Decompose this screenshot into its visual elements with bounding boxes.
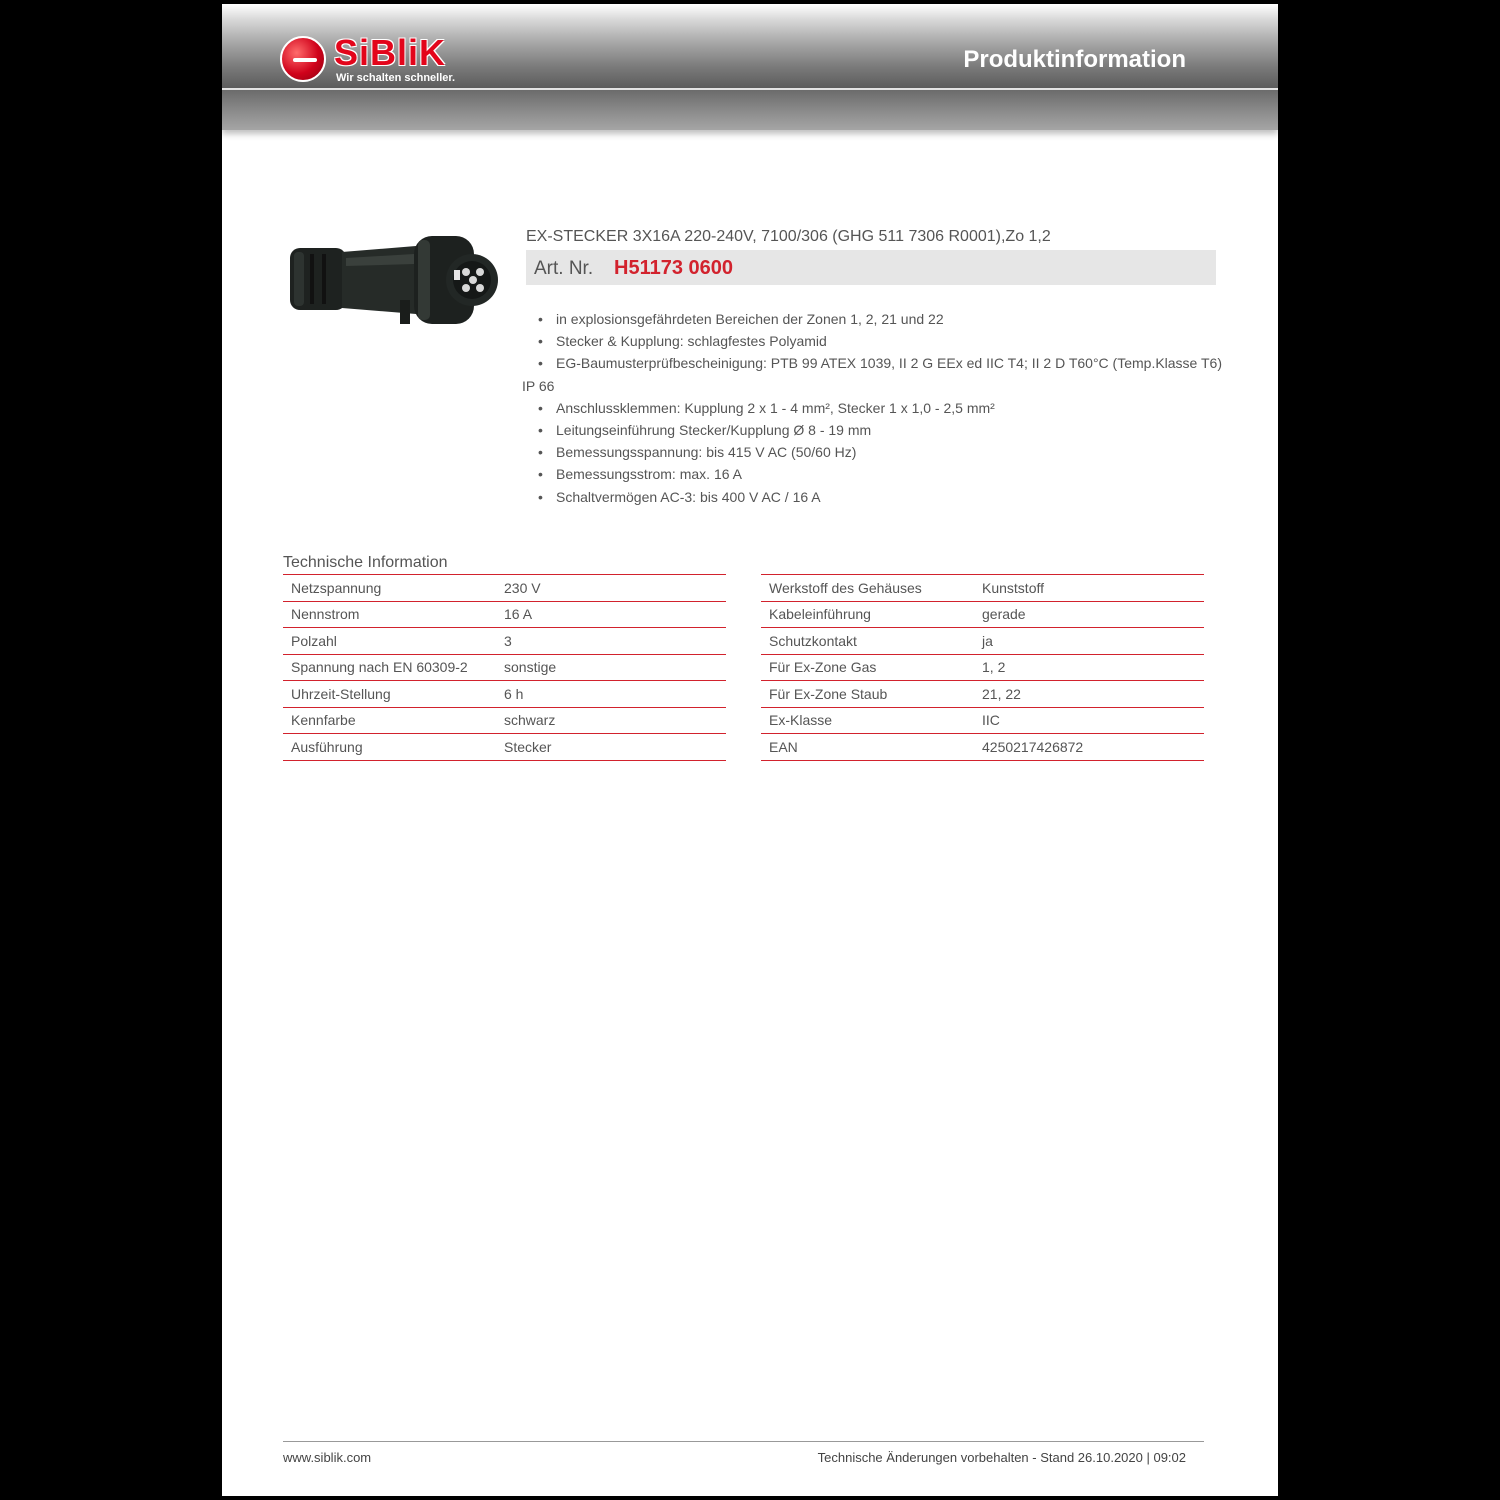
table-row [283, 707, 726, 734]
spec-key: Polzahl [283, 628, 496, 655]
spec-value: 21, 22 [974, 681, 1204, 708]
feature-item: • in explosionsgefährdeten Bereichen der Zonen 1, 2, 21 und 22 [526, 308, 1226, 330]
table-row [283, 734, 726, 761]
table-row [761, 601, 1204, 628]
table-row [761, 654, 1204, 681]
feature-item: • Bemessungsspannung: bis 415 V AC (50/60 Hz) [526, 441, 1226, 463]
document-page [222, 4, 1278, 1496]
spec-value: schwarz [496, 707, 726, 734]
feature-item: • Bemessungsstrom: max. 16 A [526, 463, 1226, 485]
spec-value: sonstige [496, 654, 726, 681]
spec-key: Schutzkontakt [761, 628, 974, 655]
article-number-label: Art. Nr. [534, 258, 594, 279]
feature-continuation: IP 66 [522, 377, 555, 394]
feature-item: • Stecker & Kupplung: schlagfestes Polyamid [526, 330, 1226, 352]
spec-value: 4250217426872 [974, 734, 1204, 761]
spec-value: 16 A [496, 601, 726, 628]
table-row [283, 681, 726, 708]
logo-s-mark [293, 58, 317, 62]
logo-slogan: Wir schalten schneller. [336, 72, 456, 84]
logo-circle-icon [280, 36, 326, 82]
spec-key: Für Ex-Zone Staub [761, 681, 974, 708]
table-row [283, 628, 726, 655]
table-row [283, 601, 726, 628]
article-number-bar [526, 250, 1216, 285]
table-row [283, 654, 726, 681]
footer-divider [283, 1441, 1204, 1442]
table-row [283, 575, 726, 602]
footer-notice: Technische Änderungen vorbehalten - Stand 26.10.2020 | 09:02 [817, 1450, 1186, 1465]
header-title: Produktinformation [963, 46, 1186, 73]
spec-key: Für Ex-Zone Gas [761, 654, 974, 681]
spec-value: Kunststoff [974, 575, 1204, 602]
spec-key: Nennstrom [283, 601, 496, 628]
spec-value: 1, 2 [974, 654, 1204, 681]
table-row [761, 681, 1204, 708]
spec-value: 6 h [496, 681, 726, 708]
spec-value: 230 V [496, 575, 726, 602]
article-number-value: H51173 0600 [614, 257, 734, 279]
footer-website-link[interactable]: www.siblik.com [283, 1450, 372, 1465]
spec-value: 3 [496, 628, 726, 655]
table-row [761, 575, 1204, 602]
header-subbar [222, 90, 1278, 130]
spec-value: ja [974, 628, 1204, 655]
product-plug-image [286, 230, 502, 330]
technical-info-title: Technische Information [283, 554, 448, 571]
product-title: EX-STECKER 3X16A 220-240V, 7100/306 (GHG 511 7306 R0001),Zo 1,2 [526, 228, 1051, 245]
table-row [761, 707, 1204, 734]
table-row [761, 628, 1204, 655]
siblik-logo[interactable] [280, 32, 480, 86]
spec-value: Stecker [496, 734, 726, 761]
spec-key: Kabeleinführung [761, 601, 974, 628]
table-row [761, 734, 1204, 761]
logo-brand-text: SiBliK [334, 32, 447, 73]
feature-item: • Leitungseinführung Stecker/Kupplung Ø 8 - 19 mm [526, 419, 1226, 441]
spec-key: Spannung nach EN 60309-2 [283, 654, 496, 681]
spec-key: EAN [761, 734, 974, 761]
spec-key: Kennfarbe [283, 707, 496, 734]
feature-item: • Schaltvermögen AC-3: bis 400 V AC / 16 A [526, 486, 1226, 508]
spec-value: gerade [974, 601, 1204, 628]
spec-key: Ex-Klasse [761, 707, 974, 734]
feature-item: • Anschlussklemmen: Kupplung 2 x 1 - 4 mm², Stecker 1 x 1,0 - 2,5 mm² [526, 397, 1226, 419]
spec-key: Werkstoff des Gehäuses [761, 575, 974, 602]
spec-table-right [761, 574, 1204, 761]
feature-item: • EG-Baumusterprüfbescheinigung: PTB 99 ATEX 1039, II 2 G EEx ed IIC T4; II 2 D T60°C (Temp.Klasse T6) [526, 352, 1226, 374]
spec-table-left [283, 574, 726, 761]
spec-key: Uhrzeit-Stellung [283, 681, 496, 708]
spec-key: Ausführung [283, 734, 496, 761]
page-header [222, 4, 1278, 88]
spec-key: Netzspannung [283, 575, 496, 602]
feature-list [522, 308, 1226, 508]
spec-value: IIC [974, 707, 1204, 734]
